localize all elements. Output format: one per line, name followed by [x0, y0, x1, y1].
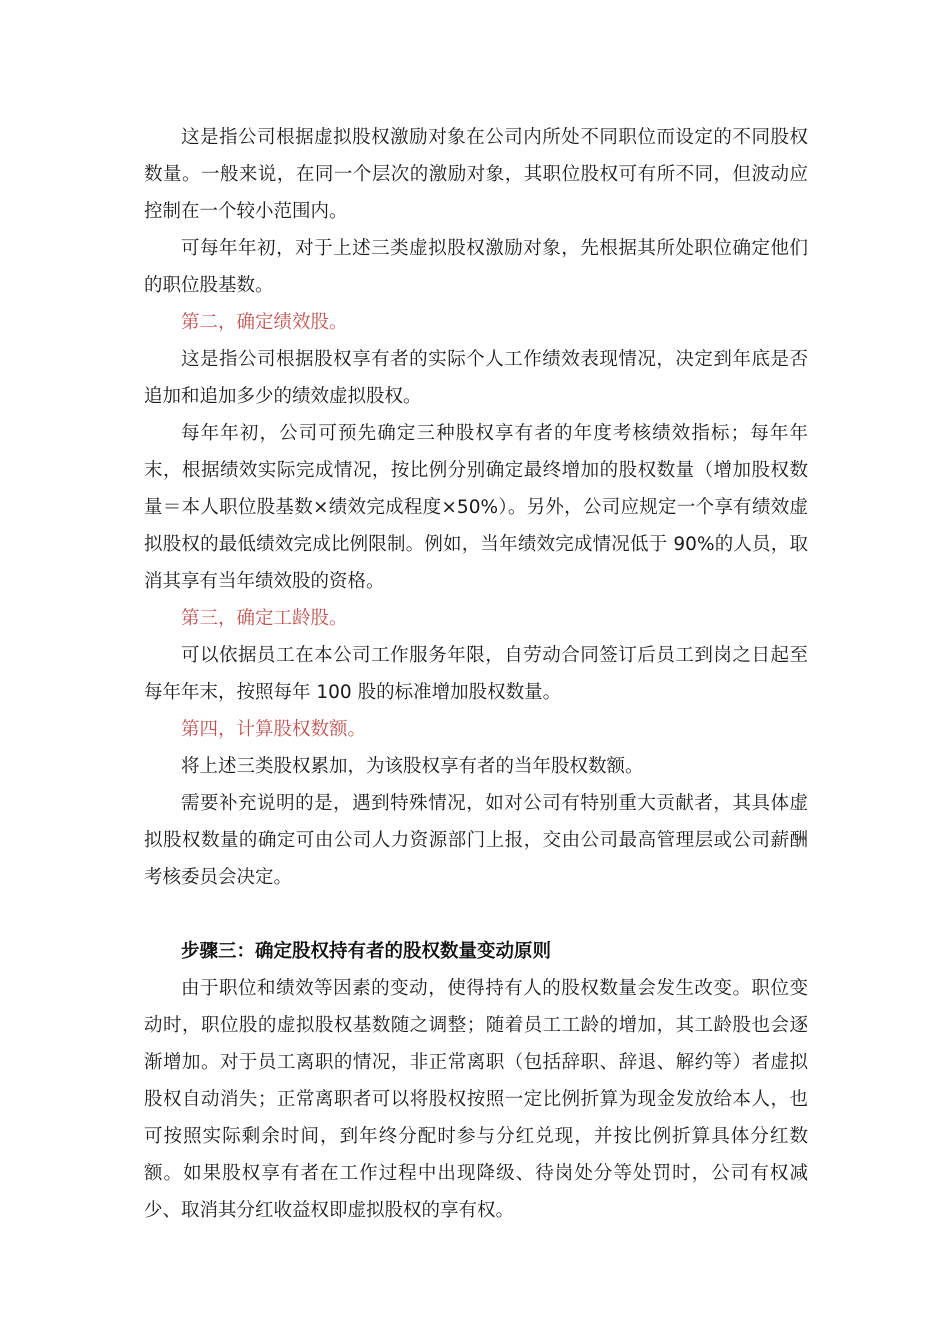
paragraph-share-change-principles: 由于职位和绩效等因素的变动，使得持有人的股权数量会发生改变。职位变动时，职位股的虚拟股权基数随之调整；随着员工工龄的增加，其工龄股也会逐渐增加。对于员工离职的情况，非正常离职（包括辞职、辞退、解约等）者虚拟股权自动消失；正常离职者可以将股权按照一定比例折算为现金发放给本人，也可按照实际剩余时间，到年终分配时参与分红兑现，并按比例折算具体分红数额。如果股权享有者在工作过程中出现降级、待岗处分等处罚时，公司有权减少、取消其分红收益权即虚拟股权的享有权。 [144, 978, 808, 1221]
subheading-performance-shares: 第二，确定绩效股。 [181, 312, 348, 333]
paragraph-seniority-shares-rules: 可以依据员工在本公司工作服务年限，自劳动合同签订后员工到岗之日起至每年年末，按照每年 100 股的标准增加股权数量。 [144, 645, 808, 703]
paragraph-performance-shares-definition: 这是指公司根据股权享有者的实际个人工作绩效表现情况，决定到年底是否追加和追加多少的绩效虚拟股权。 [144, 349, 808, 407]
subheading-calculate-shares: 第四，计算股权数额。 [181, 719, 367, 740]
subheading-seniority-shares: 第三，确定工龄股。 [181, 608, 348, 629]
paragraph-calculate-shares: 将上述三类股权累加，为该股权享有者的当年股权数额。 [181, 756, 644, 777]
section-spacer [144, 896, 808, 933]
section-heading-step-three: 步骤三：确定股权持有者的股权数量变动原则 [181, 941, 552, 962]
document-body [144, 119, 808, 1229]
paragraph-position-shares-definition: 这是指公司根据虚拟股权激励对象在公司内所处不同职位而设定的不同股权数量。一般来说，在同一个层次的激励对象，其职位股权可有所不同，但波动应控制在一个较小范围内。 [144, 127, 808, 222]
paragraph-performance-shares-rules: 每年年初，公司可预先确定三种股权享有者的年度考核绩效指标；每年年末，根据绩效实际完成情况，按比例分别确定最终增加的股权数量（增加股权数量＝本人职位股基数×绩效完成程度×50%）。另外，公司应规定一个享有绩效虚拟股权的最低绩效完成比例限制。例如，当年绩效完成情况低于 90%的人员，取消其享有当年绩效股的资格。 [144, 423, 808, 592]
paragraph-position-shares-base: 可每年年初，对于上述三类虚拟股权激励对象，先根据其所处职位确定他们的职位股基数。 [144, 238, 808, 296]
paragraph-special-cases: 需要补充说明的是，遇到特殊情况，如对公司有特别重大贡献者，其具体虚拟股权数量的确定可由公司人力资源部门上报，交由公司最高管理层或公司薪酬考核委员会决定。 [144, 793, 808, 888]
